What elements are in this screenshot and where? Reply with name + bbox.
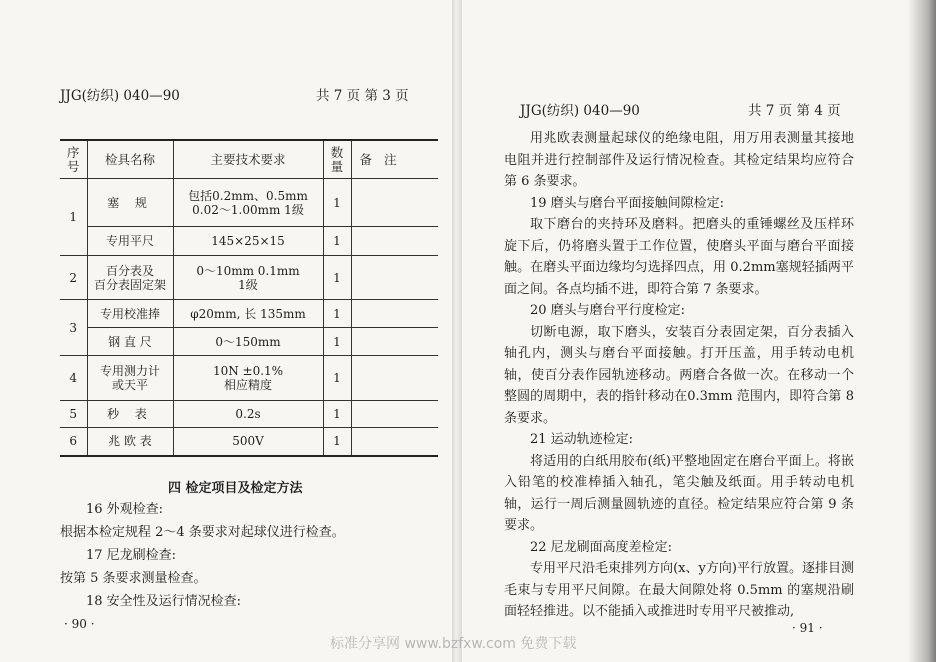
cell-req: 500V [173,428,323,456]
cell-name: 百分表及 百分表固定架 [87,256,173,300]
cell-req: 包括0.2mm、0.5mm 0.02～1.00mm 1级 [173,179,323,227]
paragraph: 取下磨台的夹持环及磨料。把磨头的重锤螺丝及压样环旋下后，仍将磨头置于工作位置，使磨头平面与磨台平面接触。在磨头平面边缘均匀选择四点，用 0.2mm塞规轻插两平面之间。各点均插不进，即符合第 7 条要求。 [504,217,854,297]
cell-qty: 1 [323,179,351,227]
equipment-table [60,139,438,457]
cell-note [351,401,438,428]
cell-name: 专用平尺 [87,227,173,256]
right-page [462,0,936,662]
paragraph: 专用平尺沿毛束排列方向(x、y方向)平行放置。逐排目测毛束与专用平尺间隙。在最大间隙处将 0.5mm 的塞规沿刷面轻轻推进。以不能插入或推进时专用平尺被推动, [504,561,854,619]
cell-note [351,256,438,300]
cell-req: 0.2s [173,401,323,428]
cell-name: 塞 规 [87,179,173,227]
cell-name: 专用校准捧 [87,300,173,328]
watermark: 标准分享网 www.bzfxw.com 免费下载 [330,636,577,652]
section-title: 四 检定项目及检定方法 [168,481,303,496]
text-line: 按第 5 条要求测量检查。 [60,571,207,586]
book-gutter [452,0,462,662]
cell-qty: 1 [323,356,351,401]
table-row [60,300,438,328]
cell-qty: 1 [323,300,351,328]
cell-no: 6 [60,428,87,456]
table-row [60,328,438,356]
cell-qty: 1 [323,256,351,300]
cell-req: 0～150mm [173,328,323,356]
cell-note [351,356,438,401]
cell-req: 0～10mm 0.1mm 1级 [173,256,323,300]
cell-no: 5 [60,401,87,428]
right-page-number: · 91 · [792,621,823,635]
table-row [60,227,438,256]
cell-name: 专用测力计 或天平 [87,356,173,401]
cell-qty: 1 [323,401,351,428]
left-page [0,0,452,662]
cell-req: 145×25×15 [173,227,323,256]
cell-name: 兆 欧 表 [87,428,173,456]
cell-note [351,179,438,227]
table-row [60,256,438,300]
cell-qty: 1 [323,328,351,356]
cell-req: φ20mm, 长 135mm [173,300,323,328]
cell-req: 10N ±0.1% 相应精度 [173,356,323,401]
table-row [60,356,438,401]
clause-heading: 22 尼龙刷面高度差检定: [530,539,673,555]
cell-qty: 1 [323,428,351,456]
cell-name: 秒 表 [87,401,173,428]
left-page-number: · 90 · [64,617,95,631]
cell-note [351,328,438,356]
table-header-row [60,140,438,179]
left-header-pages: 共 7 页 第 3 页 [316,88,409,104]
right-header-code: JJG(纺织) 040—90 [520,103,640,119]
text-line: 17 尼龙刷检查: [86,548,177,563]
cell-note [351,428,438,456]
paragraph: 用兆欧表测量起球仪的绝缘电阻，用万用表测量其接地电阻并进行控制部件及运行情况检查。其检定结果均应符合第 6 条要求。 [504,131,854,189]
col-header-req: 主要技术要求 [173,140,323,179]
left-header-code: JJG(纺织) 040—90 [60,88,180,104]
cell-no: 4 [60,356,87,401]
body-text [504,128,854,623]
col-header-note: 备 注 [351,140,438,179]
cell-no: 3 [60,300,87,356]
cell-qty: 1 [323,227,351,256]
cell-note [351,227,438,256]
text-line: 16 外观检查: [86,502,164,517]
paragraph: 将适用的白纸用胶布(纸)平整地固定在磨台平面上。将嵌入铅笔的校准棒插入轴孔，笔尖触及纸面。用手转动电机轴，运行一周后测量圆轨迹的直径。检定结果应符合第 9 条要求。 [504,453,854,533]
paragraph: 切断电源，取下磨头，安装百分表固定架，百分表插入轴孔内，测头与磨台平面接触。打开压盖，用手转动电机轴，使百分表作园轨迹移动。两磨合各做一次。在移动一个整圆的周期中，表的指针移动在0.3mm 范围内，即符合第 8 条要求。 [504,324,854,426]
cell-no: 2 [60,256,87,300]
cell-name: 钢 直 尺 [87,328,173,356]
col-header-no: 序号 [60,140,87,179]
text-line: 18 安全性及运行情况检查: [86,594,242,609]
right-header-pages: 共 7 页 第 4 页 [748,103,841,119]
clause-heading: 20 磨头与磨台平行度检定: [530,303,686,318]
table-row [60,401,438,428]
table-row [60,428,438,456]
col-header-name: 检具名称 [87,140,173,179]
cell-no: 1 [60,179,87,256]
text-line: 根据本检定规程 2～4 条要求对起球仪进行检查。 [60,525,345,540]
cell-note [351,300,438,328]
page-edge-shadow [908,0,936,662]
clause-heading: 19 磨头与磨台平面接触间隙检定: [530,195,725,211]
table-row [60,179,438,227]
col-header-qty: 数量 [323,140,351,179]
clause-heading: 21 运动轨迹检定: [530,432,634,447]
